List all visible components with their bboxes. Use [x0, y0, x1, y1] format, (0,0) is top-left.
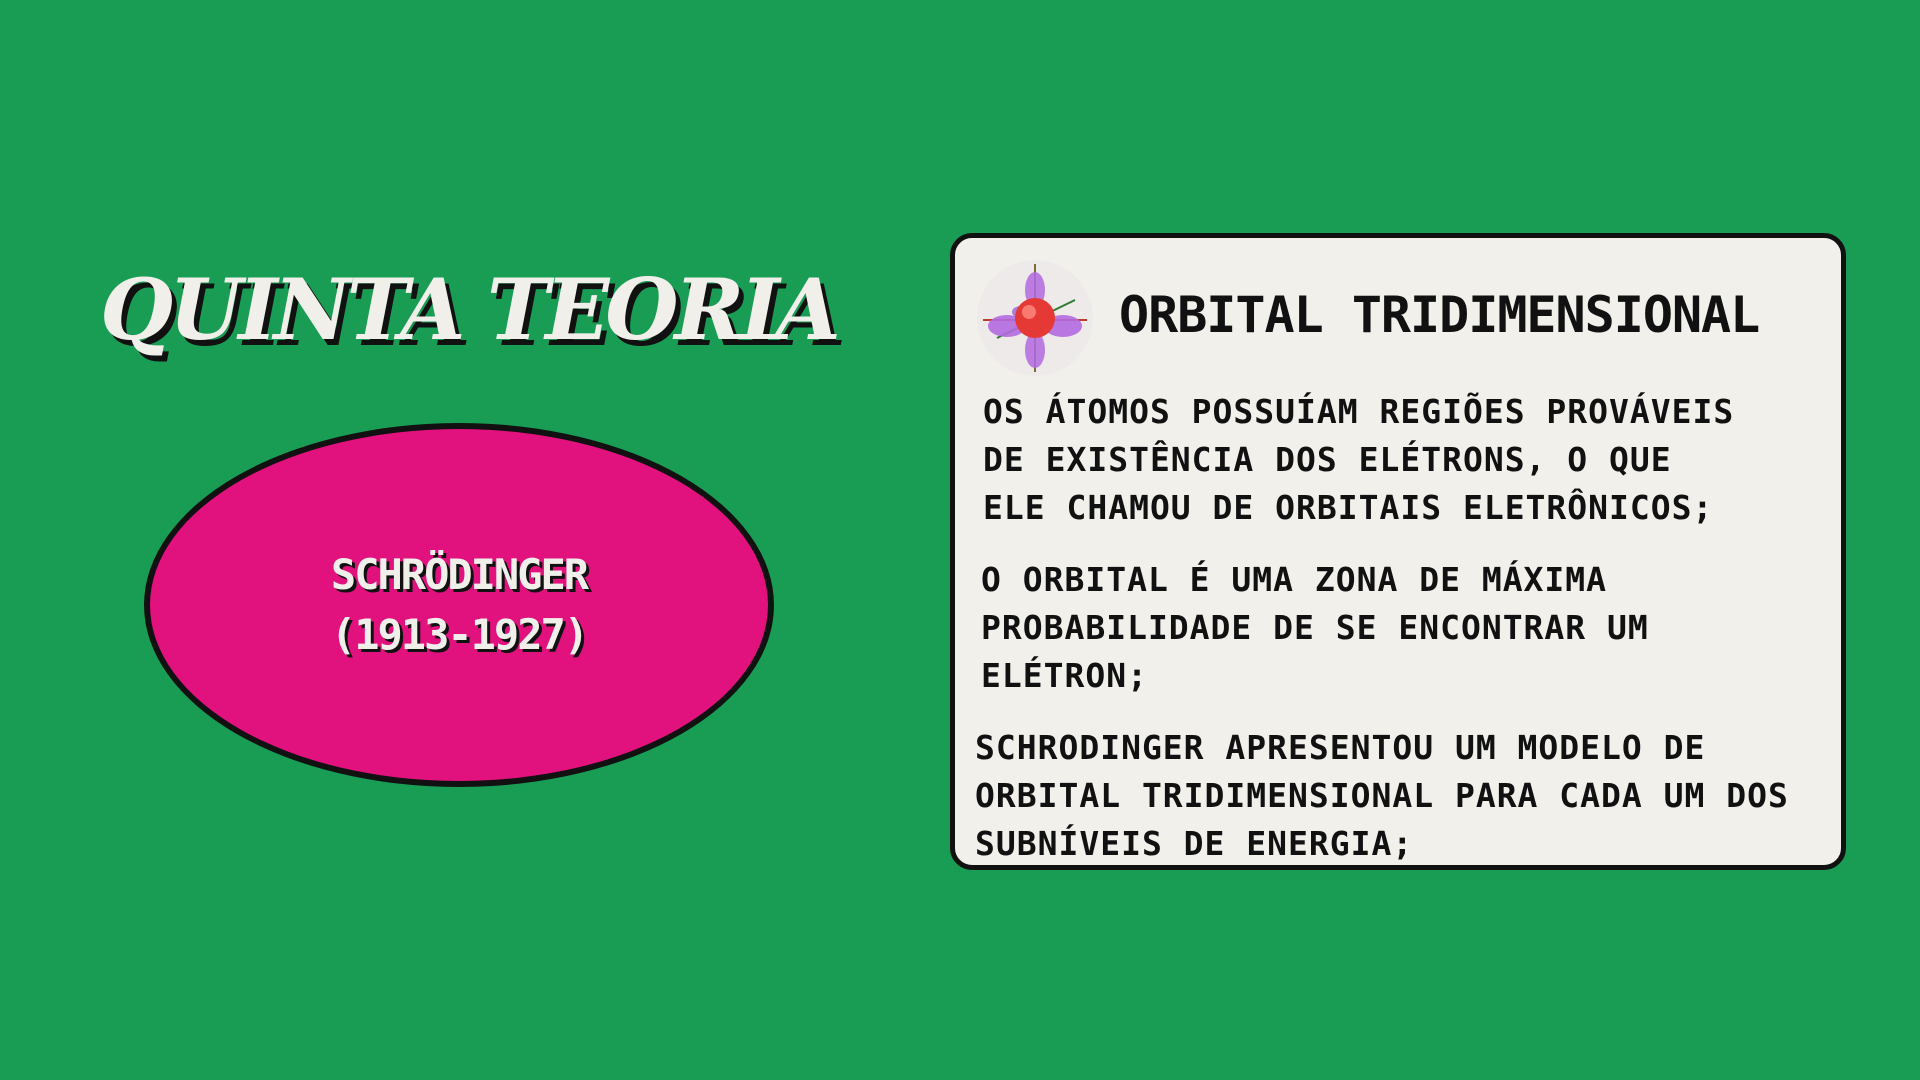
- slide-title: QUINTA TEORIA: [100, 260, 837, 359]
- paragraph-line: ELE CHAMOU DE ORBITAIS ELETRÔNICOS;: [983, 488, 1714, 527]
- paragraph-line: O ORBITAL É UMA ZONA DE MÁXIMA: [981, 560, 1608, 599]
- info-card: [950, 233, 1846, 870]
- paragraph-line: PROBABILIDADE DE SE ENCONTRAR UM: [981, 608, 1649, 647]
- paragraph-line: SUBNÍVEIS DE ENERGIA;: [975, 824, 1414, 863]
- card-paragraph: [981, 556, 1649, 700]
- paragraph-line: ELÉTRON;: [981, 656, 1148, 695]
- card-paragraph: [983, 388, 1734, 532]
- scientist-ellipse: [144, 423, 774, 787]
- paragraph-line: ORBITAL TRIDIMENSIONAL PARA CADA UM DOS: [975, 776, 1789, 815]
- card-paragraph: [975, 724, 1789, 868]
- paragraph-line: SCHRODINGER APRESENTOU UM MODELO DE: [975, 728, 1706, 767]
- scientist-name: SCHRÖDINGER: [330, 550, 588, 599]
- paragraph-line: DE EXISTÊNCIA DOS ELÉTRONS, O QUE: [983, 440, 1672, 479]
- card-title: ORBITAL TRIDIMENSIONAL: [1119, 286, 1760, 344]
- atomic-orbital-icon: [977, 260, 1093, 376]
- scientist-dates: (1913-1927): [330, 610, 588, 659]
- paragraph-line: OS ÁTOMOS POSSUÍAM REGIÕES PROVÁVEIS: [983, 392, 1735, 431]
